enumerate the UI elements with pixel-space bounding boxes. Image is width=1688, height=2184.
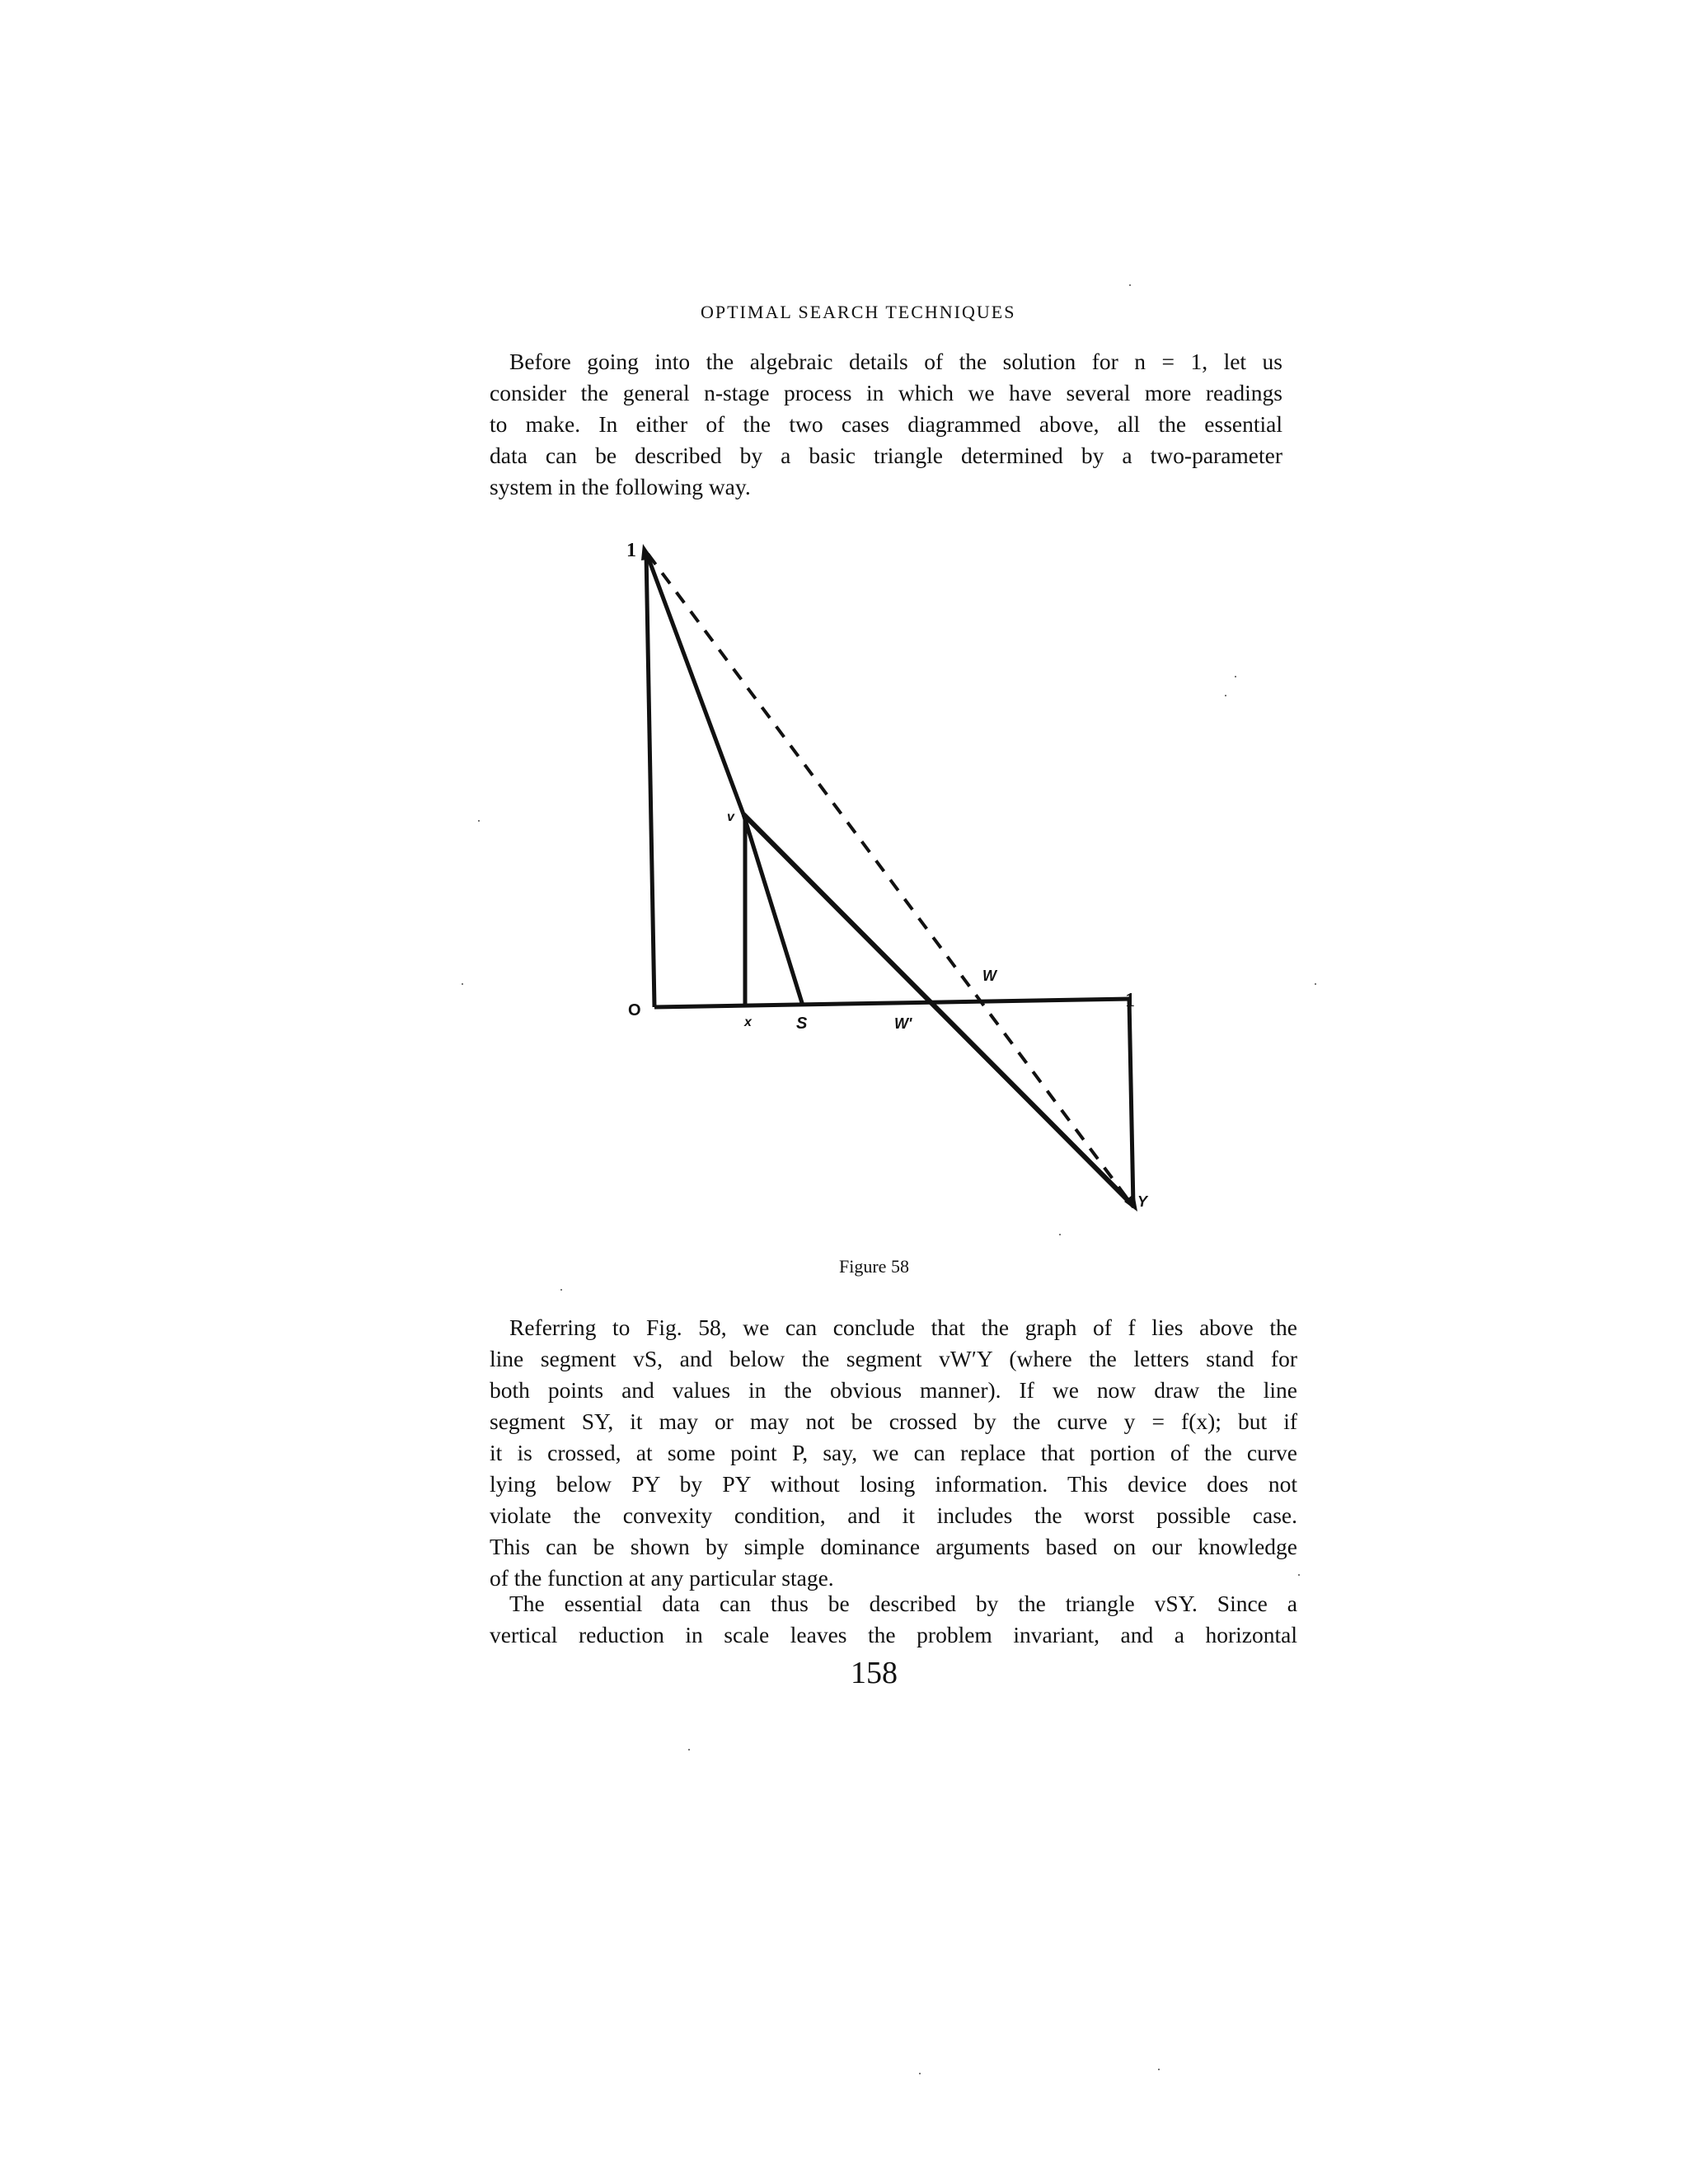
text-line: segment SY, it may or may not be crossed by the curve y = f(x); but if xyxy=(490,1408,1297,1434)
label-v: v xyxy=(727,810,734,824)
running-head: OPTIMAL SEARCH TECHNIQUES xyxy=(701,302,1016,322)
paragraph-figure-discussion xyxy=(490,1312,1297,1594)
scan-speck xyxy=(462,983,463,985)
label-origin: O xyxy=(628,1001,641,1019)
scan-speck xyxy=(560,1289,562,1291)
page-number: 158 xyxy=(851,1656,898,1690)
paragraph-triangle-data xyxy=(490,1588,1297,1651)
label-w: W xyxy=(982,968,996,984)
text-line: This can be shown by simple dominance arguments based on our knowledge xyxy=(490,1534,1297,1559)
paragraph-intro xyxy=(490,346,1282,503)
text-line: Referring to Fig. 58, we can conclude that the graph of f lies above the xyxy=(509,1315,1297,1340)
scan-speck xyxy=(1315,983,1316,985)
figure-diagram xyxy=(610,527,1220,1236)
label-s: S xyxy=(796,1015,808,1033)
scan-speck xyxy=(1059,1234,1061,1235)
segment-1-v xyxy=(646,552,743,814)
text-line: line segment vS, and below the segment vW′Y (where the letters stand for xyxy=(490,1346,1297,1371)
text-line: it is crossed, at some point P, say, we can replace that portion of the curve xyxy=(490,1440,1297,1465)
label-w-prime: W' xyxy=(894,1015,912,1032)
text-line: lying below PY by PY without losing information. This device does not xyxy=(490,1471,1297,1497)
label-one-right: 1 xyxy=(1125,990,1135,1011)
scan-speck xyxy=(1225,695,1226,696)
segment-v-w-prime-y xyxy=(743,814,1134,1207)
right-vertical-segment xyxy=(1129,999,1133,1207)
arrow-tip-top xyxy=(641,544,653,560)
scan-speck xyxy=(1235,676,1236,677)
label-y: Y xyxy=(1137,1193,1148,1210)
label-one-top: 1 xyxy=(626,540,636,561)
text-line: both points and values in the obvious manner). If we now draw the line xyxy=(490,1377,1297,1403)
scan-speck xyxy=(919,2073,921,2074)
text-line: of the function at any particular stage. xyxy=(490,1565,834,1591)
scan-speck xyxy=(688,1749,690,1750)
scan-speck xyxy=(1298,1574,1300,1576)
text-line: data can be described by a basic triangle determined by a two-parameter xyxy=(490,443,1282,468)
left-vertical-segment xyxy=(646,552,654,1007)
scan-speck xyxy=(1129,284,1131,286)
text-line: The essential data can thus be described by the triangle vSY. Since a xyxy=(509,1591,1297,1616)
text-line: consider the general n-stage process in which we have several more readings xyxy=(490,380,1282,405)
text-line: system in the following way. xyxy=(490,474,751,499)
text-line: to make. In either of the two cases diagrammed above, all the essential xyxy=(490,411,1282,437)
scan-speck xyxy=(1158,2069,1160,2070)
text-line: violate the convexity condition, and it includes the worst possible case. xyxy=(490,1502,1297,1528)
scan-speck xyxy=(478,820,480,822)
figure-caption: Figure 58 xyxy=(839,1256,909,1277)
text-line: Before going into the algebraic details of the solution for n = 1, let us xyxy=(509,349,1282,374)
text-line: vertical reduction in scale leaves the problem invariant, and a horizontal xyxy=(490,1622,1297,1647)
label-x: x xyxy=(744,1015,752,1029)
dashed-segment-1-w-y xyxy=(648,554,1131,1203)
figure-58 xyxy=(610,527,1220,1236)
baseline-segment xyxy=(654,999,1131,1007)
